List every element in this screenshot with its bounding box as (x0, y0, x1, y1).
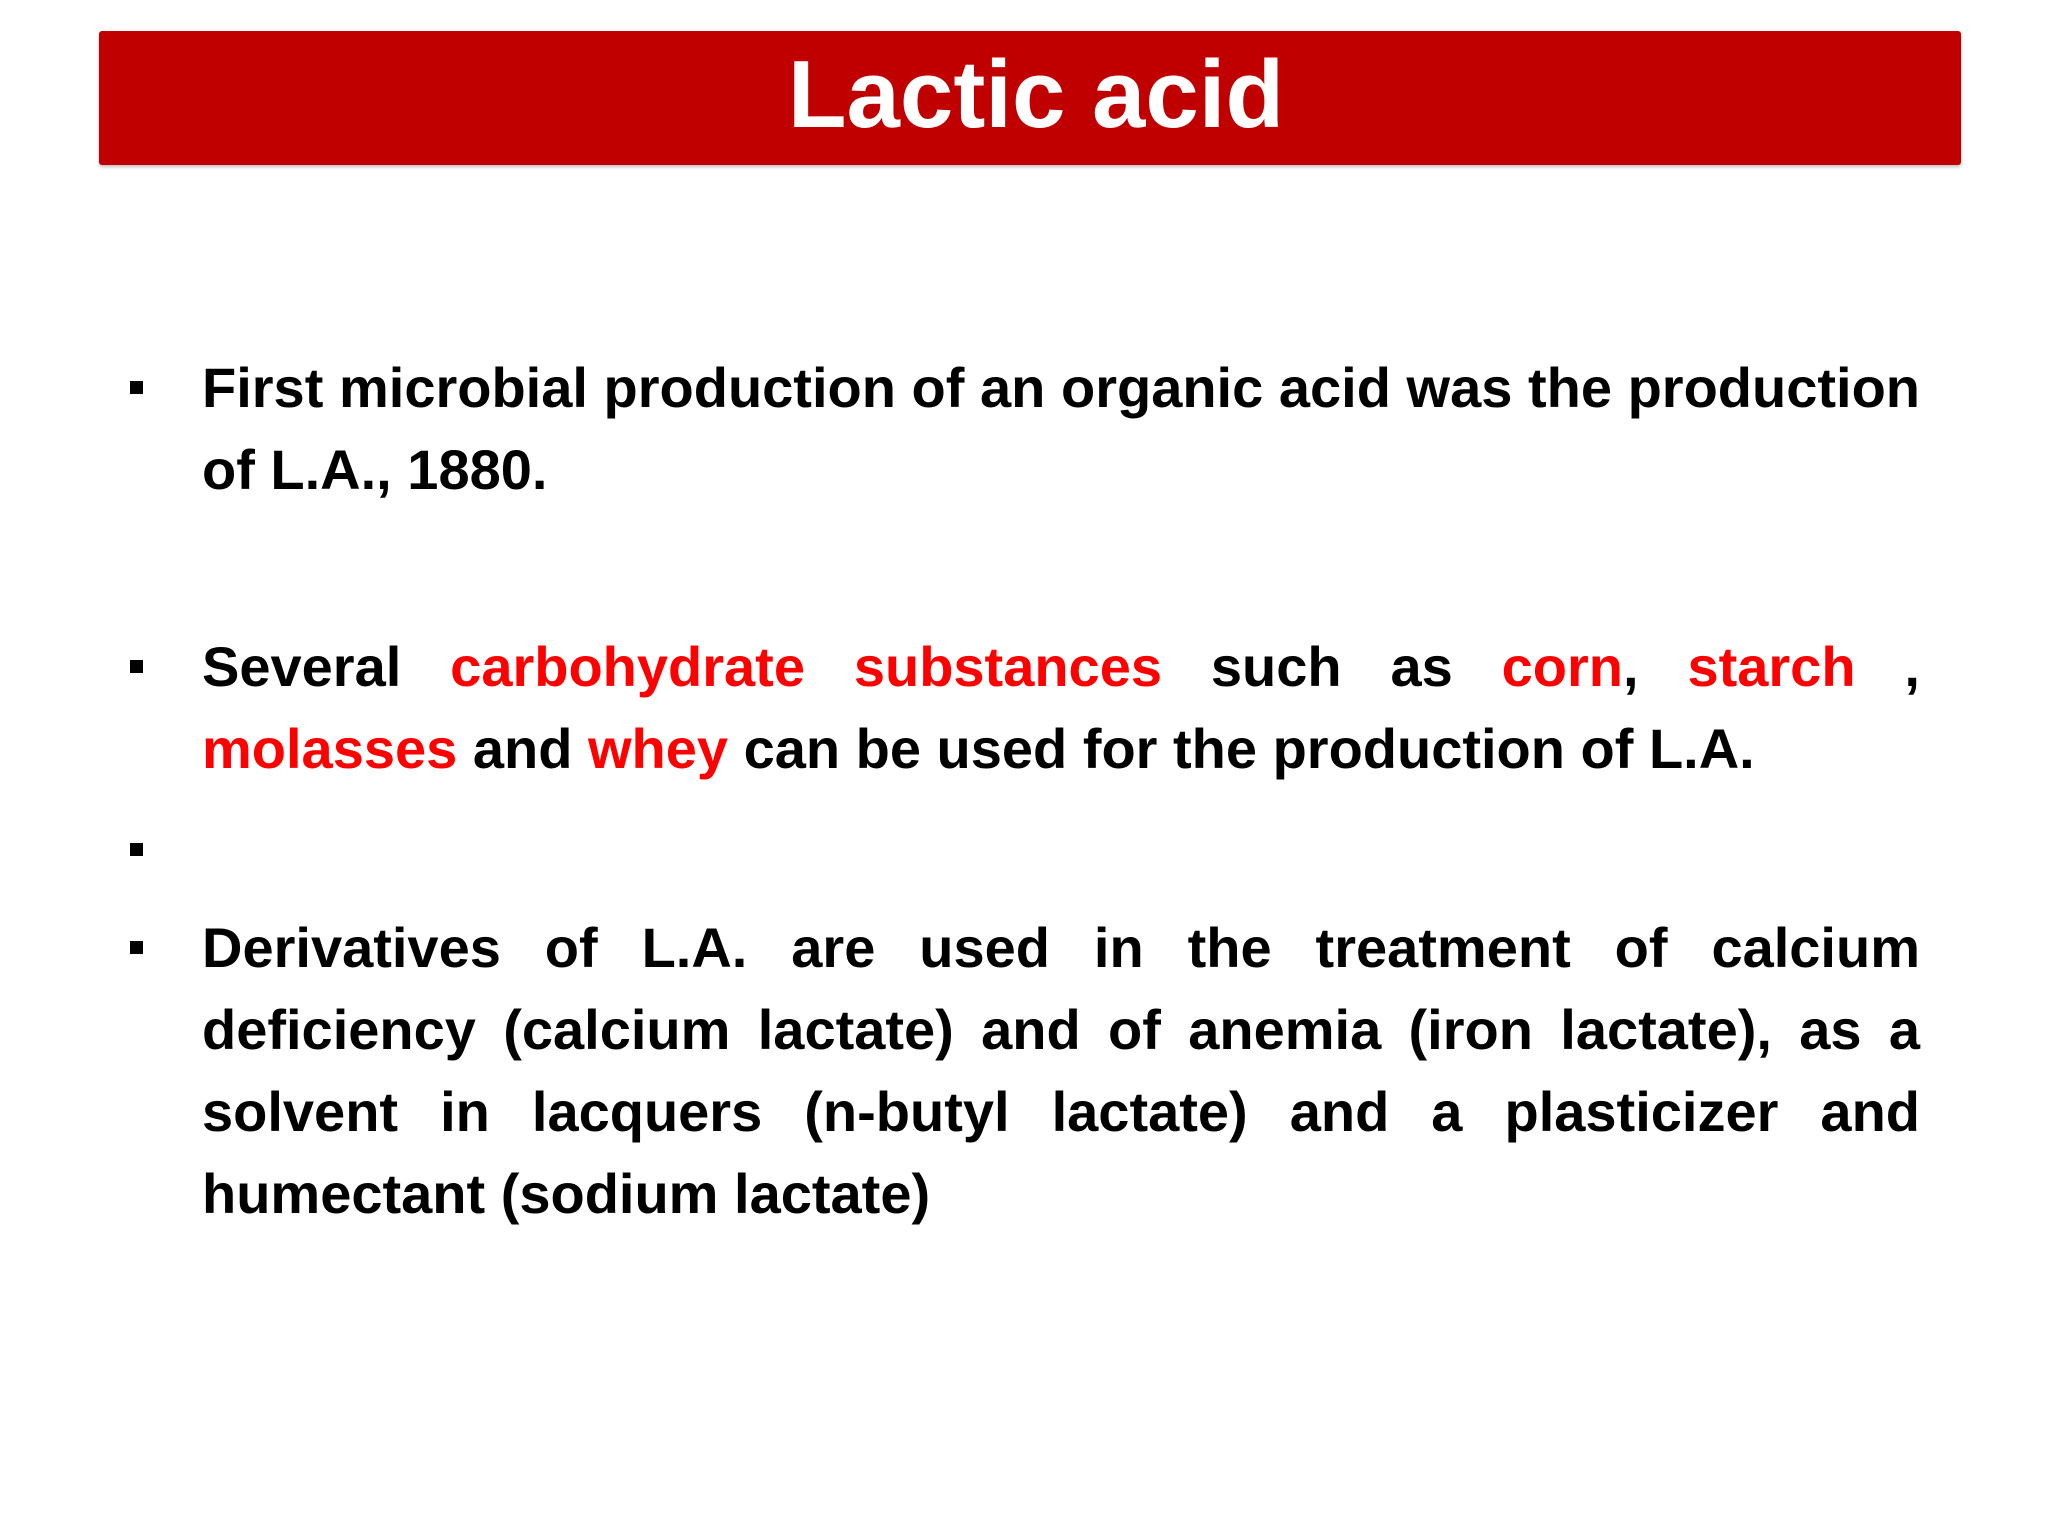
bullet-text-1: First microbial production of an organic acid was the production of L.A., 1880. (202, 356, 1920, 501)
bullet-text-segment: such as (1161, 635, 1502, 698)
highlight-whey: whey (587, 717, 729, 780)
bullet-text-segment: , (1855, 635, 1920, 698)
highlight-starch: starch (1687, 635, 1856, 698)
bullet-text-segment: can be used for the production of L.A. (728, 717, 1755, 780)
square-bullet-icon (130, 381, 143, 394)
square-bullet-icon (130, 843, 143, 856)
bullet-text-4: Derivatives of L.A. are used in the treatment of calcium deficiency (calcium lactate) and of anemia (iron lactate), as a solvent in lacquers (n-butyl lactate) and a plasticizer and humectant (sodium lactate) (202, 916, 1920, 1225)
square-bullet-icon (130, 941, 143, 954)
bullet-text-segment: and (457, 717, 588, 780)
slide-title: Lactic acid (787, 41, 1285, 148)
bullet-text-segment: , (1623, 635, 1688, 698)
highlight-molasses: molasses (202, 717, 458, 780)
square-bullet-icon (130, 660, 143, 673)
bullet-text-2 (202, 626, 1920, 790)
highlight-carbohydrate-substances: carbohydrate substances (450, 635, 1162, 698)
bullet-text-segment: Several (202, 635, 451, 698)
highlight-corn: corn (1501, 635, 1623, 698)
